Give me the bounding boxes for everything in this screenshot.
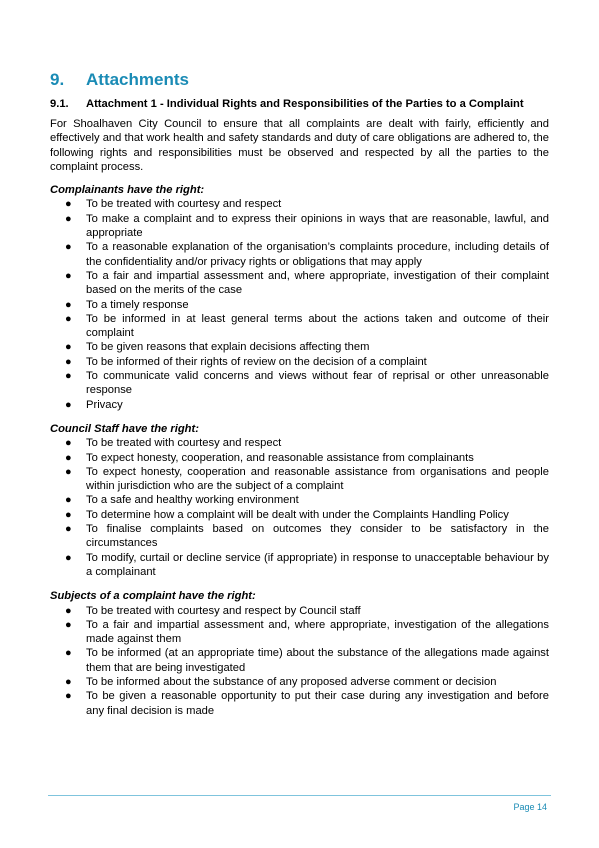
section-title: Subjects of a complaint have the right: [50,590,256,603]
page-number: Page 14 [513,802,547,812]
list-item: ● To a fair and impartial assessment and, where appropriate, investigation of the allegations made against them [65,618,549,646]
subheading-attachment-1 [50,98,549,111]
list-item: ● Privacy [65,398,123,411]
list-item: ● To communicate valid concerns and views without fear of reprisal or other unreasonable response [65,370,549,397]
list-item: ● To a fair and impartial assessment and, where appropriate, investigation of their complaint based on the merits of the case [65,269,549,297]
footer-divider [48,795,551,796]
subheading-number: 9.1. [50,98,69,110]
bullet-icon: ● [65,647,72,660]
bullet-icon: ● [65,269,72,282]
bullet-icon: ● [65,355,72,368]
list-item: ● To expect honesty, cooperation, and reasonable assistance from complainants [65,451,474,464]
subheading-title: Attachment 1 - Individual Rights and Responsibilities of the Parties to a Complaint [86,98,524,110]
list-item: ● To a safe and healthy working environment [65,494,299,507]
bullet-icon: ● [65,690,72,703]
rights-list [50,197,549,411]
list-item: ● To determine how a complaint will be dealt with under the Complaints Handling Policy [65,508,509,521]
list-item: ● To be informed (at an appropriate time) about the substance of the allegations made against them that are being investigated [65,647,549,674]
list-item: ● To be informed about the substance of any proposed adverse comment or decision [65,675,497,688]
bullet-icon: ● [65,241,72,254]
heading-attachments [50,70,549,90]
bullet-icon: ● [65,465,72,478]
document-page [50,70,549,728]
rights-list [50,436,549,579]
list-item: ● To be treated with courtesy and respect by Council staff [65,604,361,617]
rights-list [50,604,549,718]
bullet-icon: ● [65,675,72,688]
bullet-icon: ● [65,604,72,617]
list-item: ● To expect honesty, cooperation and reasonable assistance from organisations and people within jurisdiction who are the subject of a complaint [65,465,549,493]
list-item: ● To a timely response [65,298,189,311]
list-item: ● To a reasonable explanation of the organisation’s complaints procedure, including details of the confidentiality and/or privacy rights or obligations that may apply [65,241,549,268]
bullet-icon: ● [65,298,72,311]
list-item: ● To make a complaint and to express their opinions in ways that are reasonable, lawful, and appropriate [65,212,549,240]
list-item: ● To be informed in at least general terms about the actions taken and outcome of their complaint [65,312,549,340]
list-item: ● To be informed of their rights of review on the decision of a complaint [65,355,427,368]
section-title: Complainants have the right: [50,184,205,197]
bullet-icon: ● [65,437,72,450]
list-item: ● To be given reasons that explain decisions affecting them [65,341,370,354]
section-council-staff [50,422,549,579]
list-item: ● To finalise complaints based on outcomes they consider to be satisfactory in the circumstances [65,523,549,550]
heading-number: 9. [50,70,65,89]
bullet-icon: ● [65,508,72,521]
bullet-icon: ● [65,398,72,411]
section-subjects [50,589,549,718]
bullet-icon: ● [65,198,72,211]
bullet-icon: ● [65,212,72,225]
bullet-icon: ● [65,370,72,383]
list-item: ● To be treated with courtesy and respect [65,198,282,211]
intro-paragraph: For Shoalhaven City Council to ensure that all complaints are dealt with fairly, efficiently and effectively and that work health and safety standards and duty of care obligations are adhered to, the following rights and responsibilities must be observed and respected by all the parties to the complaint process. [50,118,549,173]
bullet-icon: ● [65,551,72,564]
section-complainants [50,183,549,412]
bullet-icon: ● [65,494,72,507]
bullet-icon: ● [65,451,72,464]
list-item: ● To modify, curtail or decline service (if appropriate) in response to unacceptable behaviour by a complainant [65,551,549,578]
bullet-icon: ● [65,523,72,536]
list-item: ● To be given a reasonable opportunity to put their case during any investigation and before any final decision is made [65,690,549,717]
bullet-icon: ● [65,341,72,354]
section-title: Council Staff have the right: [50,422,199,435]
list-item: ● To be treated with courtesy and respect [65,437,282,450]
bullet-icon: ● [65,312,72,325]
heading-title: Attachments [86,70,189,89]
bullet-icon: ● [65,618,72,631]
